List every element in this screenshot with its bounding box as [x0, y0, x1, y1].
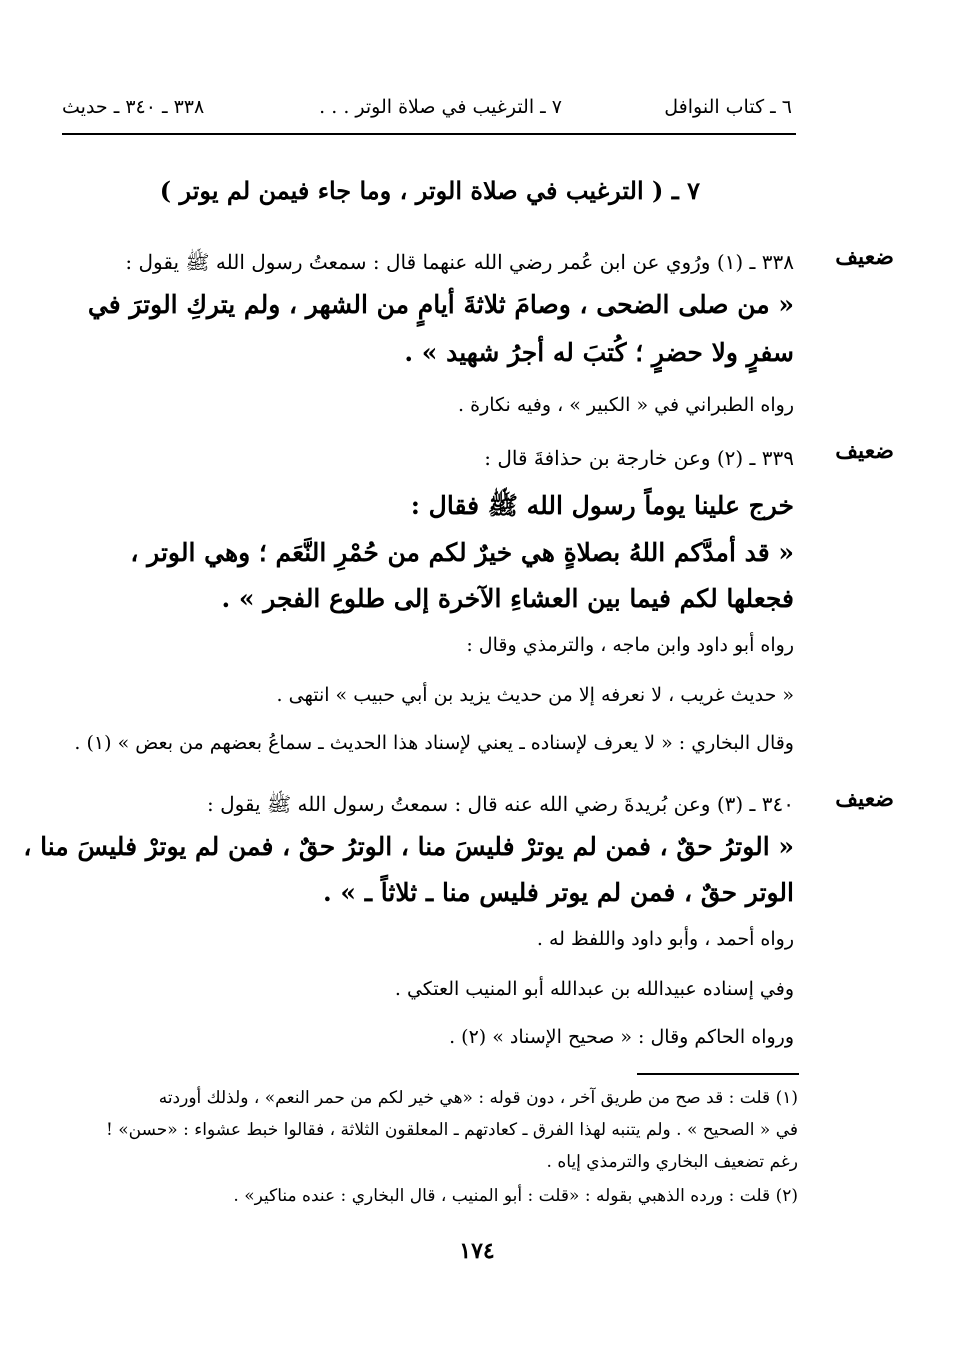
page-number: ١٧٤: [459, 1238, 495, 1264]
footnote-1: (١) قلت : قد صح من طريق آخر ، دون قوله : «هي خير لكم من حمر النعم» ، ولذلك أوردته: [158, 1088, 798, 1108]
grade-label: ضعيف: [835, 244, 894, 270]
hadith-text: الوتر حقٌ ، فمن لم يوتر فليس منا ـ ثلاثاً ـ » .: [323, 878, 794, 907]
hadith-text: « من صلى الضحى ، وصامَ ثلاثةَ أيامٍ من الشهر ، ولم يتركِ الوترَ في: [87, 290, 794, 319]
hadith-text: سفرٍ ولا حضرٍ ؛ كُتبَ له أجرُ شهيد » .: [404, 338, 794, 367]
footnote-2: (٢) قلت : ورده الذهبي بقوله : «قلت : أبو المنيب ، قال البخاري : عنده مناكير» .: [233, 1186, 798, 1206]
footnote-1-cont: في « الصحيح » . ولم يتنبه لهذا الفرق ـ كعادتهم ـ المعلقون الثلاثة ، فقالوا خبط عشواء : «حسن» !: [106, 1120, 798, 1140]
running-header: [62, 96, 792, 130]
hadith-source: وفي إسناده عبيدالله بن عبدالله أبو المنيب العتكي .: [394, 978, 794, 1000]
grade-label: ضعيف: [835, 438, 894, 464]
hadith-source: رواه الطبراني في « الكبير » ، وفيه نكارة .: [458, 394, 794, 416]
grade-label: ضعيف: [835, 786, 894, 812]
hadith-text: خرج علينا يوماً رسول الله ﷺ فقال :: [410, 491, 794, 520]
footnote-1-cont: رغم تضعيف البخاري والترمذي إياه .: [546, 1152, 798, 1172]
header-divider: [62, 133, 796, 135]
hadith-source: « حديث غريب ، لا نعرفه إلا من حديث يزيد بن أبي حبيب » انتهى .: [276, 684, 794, 706]
hadith-source: ورواه الحاكم وقال : « صحيح الإسناد » (٢) .: [449, 1026, 794, 1048]
hadith-source: وقال البخاري : « لا يعرف لإسناده ـ يعني لإسناد هذا الحديث ـ سماعُ بعضهم من بعض » (١) .: [74, 732, 794, 754]
header-hadith-range: ٣٣٨ ـ ٣٤٠ ـ حديث: [62, 96, 205, 118]
hadith-intro: ٣٣٨ ـ (١) ورُوي عن ابن عُمر رضي الله عنهما قال : سمعتُ رسول الله ﷺ يقول :: [125, 250, 794, 274]
hadith-intro: ٣٣٩ ـ (٢) وعن خارجة بن حذافةَ قال :: [484, 446, 794, 470]
header-chapter-title: ٧ ـ الترغيب في صلاة الوتر . . .: [319, 96, 562, 118]
chapter-title: ٧ ـ ( الترغيب في صلاة الوتر ، وما جاء فيمن لم يوتر ): [159, 176, 700, 205]
hadith-text: « الوترُ حقٌ ، فمن لم يوترْ فليسَ منا ، الوترُ حقٌ ، فمن لم يوترْ فليسَ منا ،: [23, 832, 794, 861]
hadith-text: « قد أمدَّكم اللهُ بصلاةٍ هي خيرٌ لكم من حُمْرِ النَّعَم ؛ وهي الوتر ،: [130, 538, 794, 567]
header-book-title: ٦ ـ كتاب النوافل: [664, 96, 792, 118]
hadith-text: فجعلها لكم فيما بين العشاءِ الآخرة إلى طلوع الفجر » .: [221, 584, 794, 613]
hadith-source: رواه أبو داود وابن ماجه ، والترمذي وقال :: [466, 634, 794, 656]
hadith-source: رواه أحمد ، وأبو داود واللفظ له .: [536, 928, 794, 950]
footnote-divider: [637, 1073, 799, 1075]
hadith-intro: ٣٤٠ ـ (٣) وعن بُريدةَ رضي الله عنه قال : سمعتُ رسول الله ﷺ يقول :: [206, 792, 794, 816]
